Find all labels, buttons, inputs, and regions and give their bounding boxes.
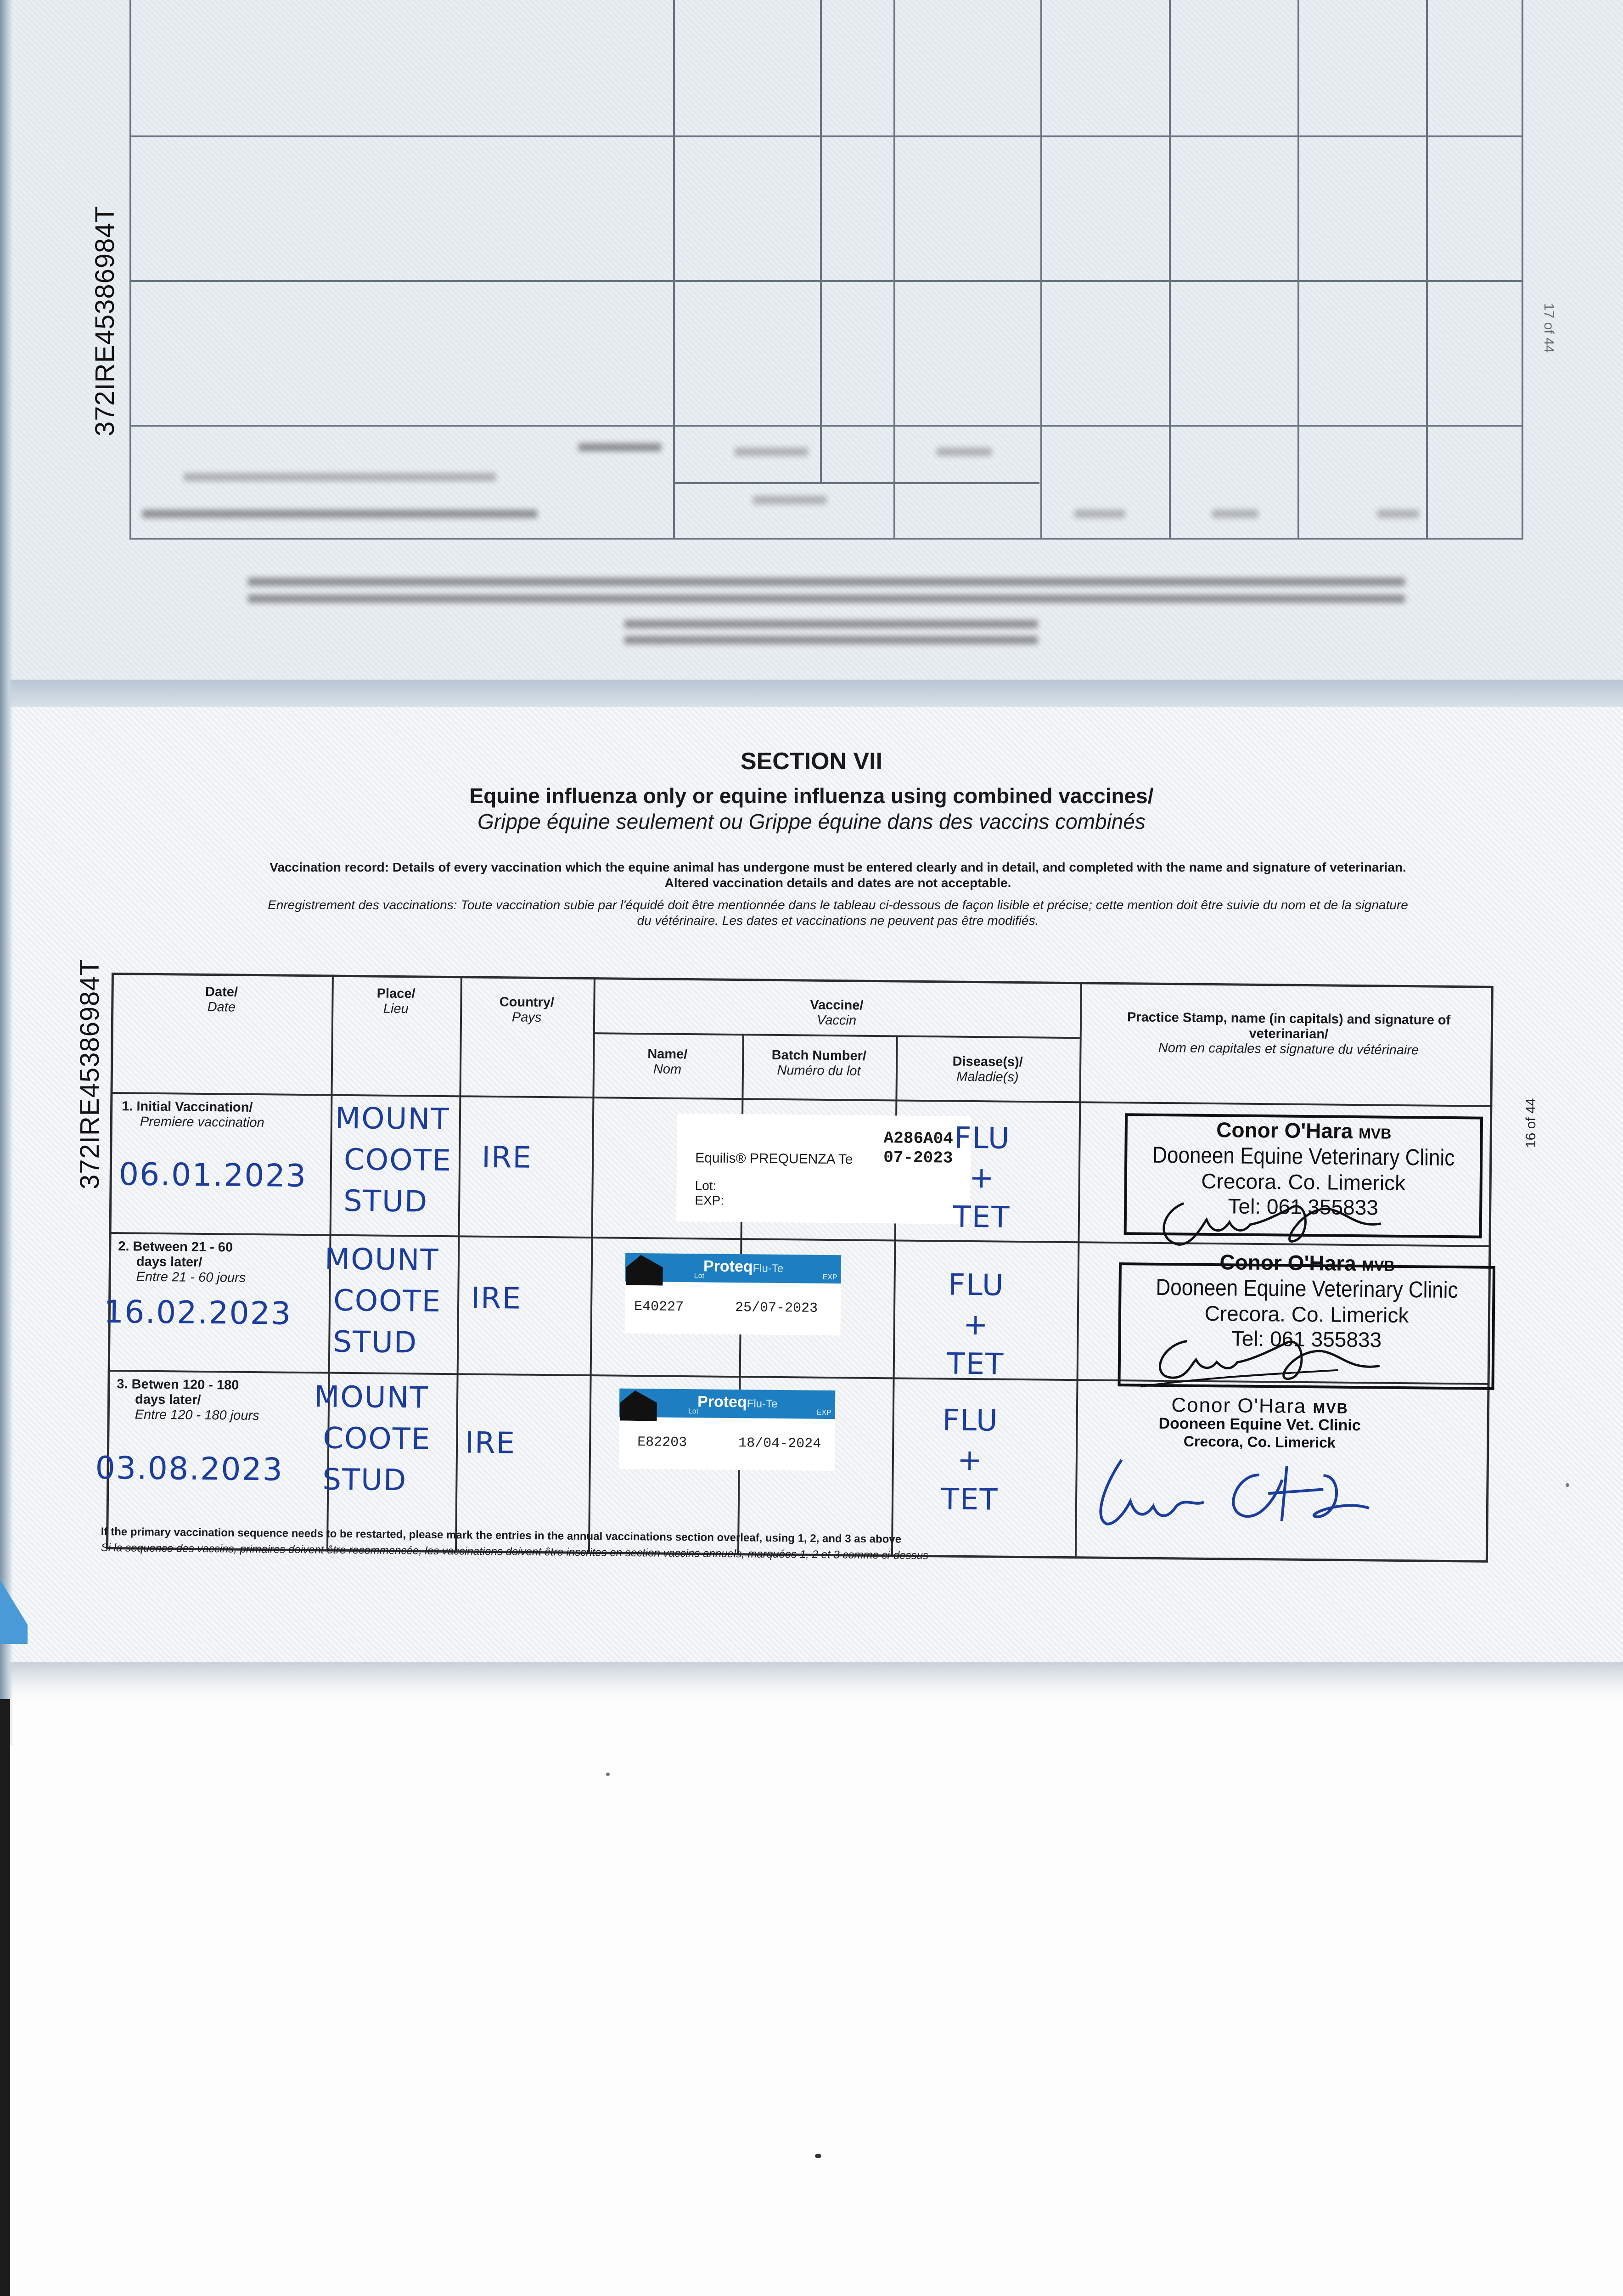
row-1-date: 06.01.2023 bbox=[118, 1156, 307, 1195]
scan-speck bbox=[1566, 1483, 1569, 1487]
row-2-signature bbox=[1131, 1322, 1416, 1394]
row-2-practice-stamp: Conor O'Hara MVB Dooneen Equine Veterinary Clinic Crecora. Co. Limerick Tel: 061 355833 bbox=[1156, 1250, 1458, 1352]
row-1-place: MOUNT COOTE STUD bbox=[335, 1101, 452, 1219]
header-date: Date/ Date bbox=[205, 984, 238, 1015]
header-place: Place/ Lieu bbox=[376, 986, 416, 1017]
scanner-edge bbox=[0, 1699, 10, 2296]
vaccination-table bbox=[95, 973, 1494, 1563]
page-number-previous: 17 of 44 bbox=[1541, 303, 1556, 353]
row-1-practice-stamp: Conor O'Hara MVB Dooneen Equine Veterinary Clinic Crecora. Co. Limerick Tel: 061 355833 bbox=[1152, 1118, 1455, 1220]
header-diseases: Disease(s)/ Maladie(s) bbox=[952, 1054, 1023, 1085]
row-3-disease: FLU + TET bbox=[941, 1403, 999, 1517]
section-title: SECTION VII bbox=[740, 748, 883, 775]
page-number-current: 16 of 44 bbox=[1523, 1098, 1539, 1148]
row-1-disease: FLU + TET bbox=[953, 1121, 1011, 1235]
header-vaccine: Vaccine/ Vaccin bbox=[810, 997, 864, 1028]
row-2-vaccine-sticker: ProteqFlu-Te Lot EXP E40227 25/07-2023 bbox=[625, 1253, 842, 1336]
row-3-label: 3. Betwen 120 - 180 days later/ Entre 120 - 180 jours bbox=[117, 1377, 259, 1424]
passport-id-upper: 372IRE45386984T bbox=[90, 206, 120, 436]
row-3-signature bbox=[1084, 1446, 1406, 1541]
row-1-label: 1. Initial Vaccination/ Premiere vaccination bbox=[122, 1099, 264, 1131]
row-3-date: 03.08.2023 bbox=[95, 1450, 284, 1488]
header-country: Country/ Pays bbox=[499, 995, 555, 1025]
previous-page-upside-down bbox=[9, 0, 1623, 707]
row-3-practice-stamp: Conor O'Hara MVB Dooneen Equine Vet. Clinic Crecora, Co. Limerick bbox=[1158, 1394, 1361, 1451]
header-practice-stamp: Practice Stamp, name (in capitals) and signature of veterinarian/ Nom en capitales et signature du vétérinaire bbox=[1127, 1010, 1451, 1058]
section-heading-en: Equine influenza only or equine influenza using combined vaccines/ bbox=[469, 784, 1154, 808]
row-1-country: IRE bbox=[481, 1140, 533, 1175]
row-3-vaccine-sticker: ProteqFlu-Te Lot EXP E82203 18/04-2024 bbox=[619, 1389, 836, 1471]
row-1-signature bbox=[1151, 1176, 1418, 1261]
page-bottom-edge bbox=[9, 1662, 1623, 1699]
row-3-place: MOUNT COOTE STUD bbox=[314, 1380, 431, 1498]
row-2-place: MOUNT COOTE STUD bbox=[324, 1242, 442, 1360]
scan-speck bbox=[815, 2154, 821, 2158]
row-2-country: IRE bbox=[471, 1281, 522, 1316]
row-2-disease: FLU + TET bbox=[947, 1268, 1005, 1382]
scan-speck bbox=[606, 1773, 610, 1776]
footer-note-en: If the primary vaccination sequence needs to be restarted, please mark the entries in the annual vaccinations section overleaf, using 1, 2, and 3 as above bbox=[101, 1525, 902, 1546]
record-instructions-fr: Enregistrement des vaccinations: Toute vaccination subie par l'équidé doit être mentionnée dans le tableau ci-dessous de façon lisible et précise; cette mention doit être suivie du nom et de la signature du vétérinaire. Les dates et vaccinations ne peuvent pas être modifiés. bbox=[268, 898, 1408, 928]
row-2-date: 16.02.2023 bbox=[103, 1294, 292, 1332]
footer-note-fr: Si la sequence des vaccins, primaires doivent être recommencée, les vaccinations doivent être inscrites en section vaccins annuels, marquées 1, 2 et 3 comme ci-dessus bbox=[101, 1542, 929, 1562]
row-1-vaccine-sticker: Equilis® PREQUENZA Te Lot: EXP: A286A04 07-2023 bbox=[676, 1114, 971, 1224]
header-vaccine-name: Name/ Nom bbox=[647, 1047, 688, 1077]
header-batch-number: Batch Number/ Numéro du lot bbox=[771, 1047, 867, 1079]
record-instructions-en: Vaccination record: Details of every vaccination which the equine animal has undergone must be entered clearly and in detail, and completed with the name and signature of veterinarian. Altered vaccination details and dates are not acceptable. bbox=[270, 860, 1406, 890]
book-spine-shadow bbox=[0, 0, 13, 1745]
section-heading-fr: Grippe équine seulement ou Grippe équine dans des vaccins combinés bbox=[477, 810, 1146, 833]
passport-id-lower: 372IRE45386984T bbox=[75, 959, 105, 1189]
row-2-label: 2. Between 21 - 60 days later/ Entre 21 - 60 jours bbox=[118, 1239, 246, 1285]
row-3-country: IRE bbox=[465, 1426, 516, 1461]
previous-page-table bbox=[129, 0, 1523, 540]
